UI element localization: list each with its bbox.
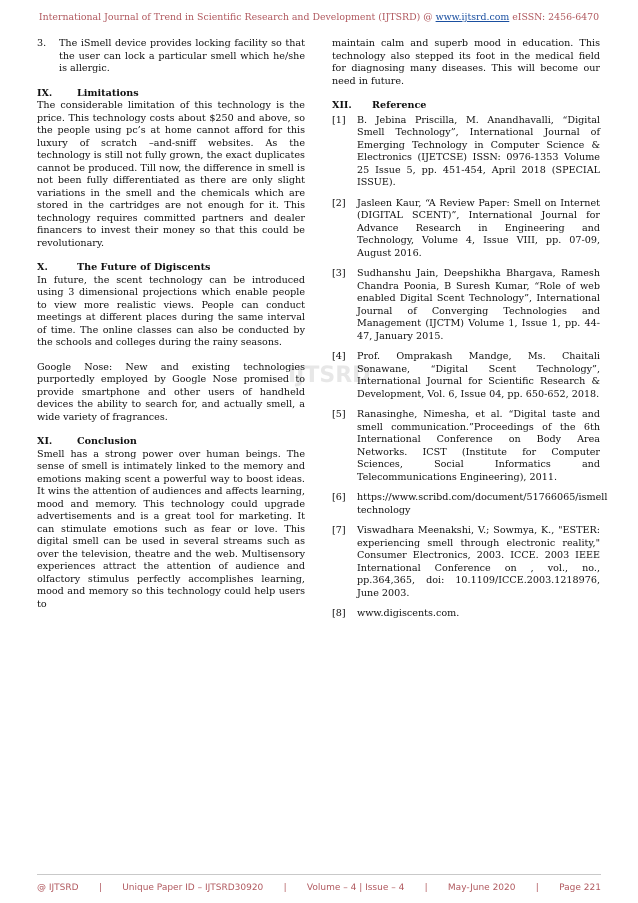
section-number: XII. [332,100,352,111]
list-item-number: 3. [37,38,47,49]
reference-text: Viswadhara Meenakshi, V.; Sowmya, K., "ESTER: experiencing smell through electronic reality," Consumer Electronics, 2003. ICCE. 2003 IEEE International Conference on , vol., no., pp.364,365, doi: 10.1109/ICCE.2003.1218976, June 2003. [357,525,600,599]
reference-link[interactable]: www.digiscents.com. [357,608,460,619]
reference-text: B. Jebina Priscilla, M. Anandhavalli, “Digital Smell Technology”, International Journal of Emerging Technology in Computer Science & Electronics (IJETCSE) ISSN: 0976-1353 Volume 25 Issue 5, pp. 451-454, April 2018 (SPECIAL ISSUE). [357,114,600,188]
footer-site: @ IJTSRD [37,883,79,893]
section-title: Limitations [77,87,139,99]
reference-number: [3] [332,268,346,279]
section-heading-limitations [37,88,305,101]
footer-divider [37,874,601,875]
reference-text: Prof. Omprakash Mandge, Ms. Chaitali Sonawane, “Digital Scent Technology”, International Journal for Scientific Research & Development, Vol. 6, Issue 04, pp. 650-652, 2018. [357,351,600,400]
reference-item [332,525,600,600]
watermark-logo-text: IJTSRD [288,363,371,388]
reference-item [332,115,600,190]
left-column [37,38,305,611]
reference-text: Sudhanshu Jain, Deepshikha Bhargava, Ramesh Chandra Poonia, B Suresh Kumar, “Role of web enabled Digital Scent Technology”, International Journal of Converging Technologies and Management (IJCTM) Volume 1, Issue 1, pp. 44-47, January 2015. [357,268,600,342]
footer-sep: | [535,883,539,893]
list-item-3 [37,38,305,76]
footer-paper-id: Unique Paper ID – IJTSRD30920 [122,883,264,893]
footer-page-number: Page 221 [559,883,601,893]
footer-volume: Volume – 4 | Issue – 4 [306,883,405,893]
reference-item [332,351,600,401]
reference-number: [5] [332,409,346,420]
reference-item [332,268,600,343]
section-title: Reference [372,100,427,111]
section-title: The Future of Digiscents [77,262,211,273]
section-heading-reference [332,100,600,113]
section-heading-conclusion [37,436,305,449]
conclusion-continuation: maintain calm and superb mood in education. This technology also stepped its foot in the medical field for diagnosing many diseases. This will become our need in future. [332,38,600,87]
footer-date: May-June 2020 [447,883,516,893]
footer-sep: | [283,883,287,893]
journal-header [0,12,638,23]
footer-sep: | [424,883,428,893]
section-number: IX. [37,87,53,99]
reference-link[interactable]: https://www.scribd.com/document/51766065/ismell technology [357,492,608,516]
future-paragraph-2: Google Nose: New and existing technologies purportedly employed by Google Nose promised to provide smartphone and other users of handheld devices the ability to search for, and actually smell, a wide variety of fragrances. [37,361,305,423]
section-title: Conclusion [77,436,137,447]
footer-sep: | [98,883,102,893]
list-item-text: The iSmell device provides locking facility so that the user can lock a particular smell which he/she is allergic. [59,38,305,74]
reference-item [332,409,600,484]
section-heading-future [37,262,305,275]
reference-text: Jasleen Kaur, “A Review Paper: Smell on Internet (DIGITAL SCENT)”, International Journal for Advance Research in Engineering and Technology, Volume 4, Issue VIII, pp. 07-09, August 2016. [357,197,600,259]
section-number: X. [37,262,48,273]
reference-item [332,608,600,621]
journal-name: International Journal of Trend in Scientific Research and Development (IJTSRD) @ [38,12,436,23]
reference-text: Ranasinghe, Nimesha, et al. “Digital taste and smell communication.”Proceedings of the 6th International Conference on Body Area Networks. ICST (Institute for Computer Sciences, Social Informatics and Telecommunications Engineering), 2011. [357,409,600,483]
section-number: XI. [37,436,53,447]
future-paragraph-1: In future, the scent technology can be introduced using 3 dimensional projections which enable people to view more realistic views. People can conduct meetings at different places during the same interval of time. The online classes can also be conducted by the schools and colleges during the rainy seasons. [37,274,305,348]
right-column [332,38,608,621]
reference-item [332,492,608,517]
journal-site-link[interactable]: www.ijtsrd.com [435,12,510,23]
reference-number: [1] [332,114,346,126]
reference-list [332,114,608,621]
page-footer [37,883,601,893]
reference-number: [4] [332,351,346,362]
reference-number: [6] [332,492,346,503]
limitations-paragraph: The considerable limitation of this technology is the price. This technology costs about $250 and above, so the people using pc’s at home cannot afford for this luxury of scratch –and-sniff websites. As the technology is still not fully grown, the exact duplicates cannot be produced. Till now, the difference in smell is not been fully differentiated as there are only slight variations in the smell and the chemicals which are stored in the cartridges are not enough for it. This technology requires committed partners and dealer financers to invest their money so that this could be revolutionary. [37,100,305,249]
reference-number: [2] [332,197,346,209]
reference-item [332,198,600,261]
reference-number: [7] [332,525,346,536]
journal-issn: eISSN: 2456-6470 [509,12,600,23]
reference-number: [8] [332,608,346,619]
conclusion-paragraph: Smell has a strong power over human beings. The sense of smell is intimately linked to the memory and emotions making scent a powerful way to boost ideas. It wins the attention of audiences and affects learning, mood and memory. This technology could upgrade advertisements and is a great tool for marketing. It can stimulate emotions such as fear or love. This digital smell can be used in several streams such as over the television, theatre and the web. Multisensory experiences attract the attention of audience and olfactory stimulus perfectly accomplishes learning, mood and memory so this technology could help users to [37,448,305,610]
